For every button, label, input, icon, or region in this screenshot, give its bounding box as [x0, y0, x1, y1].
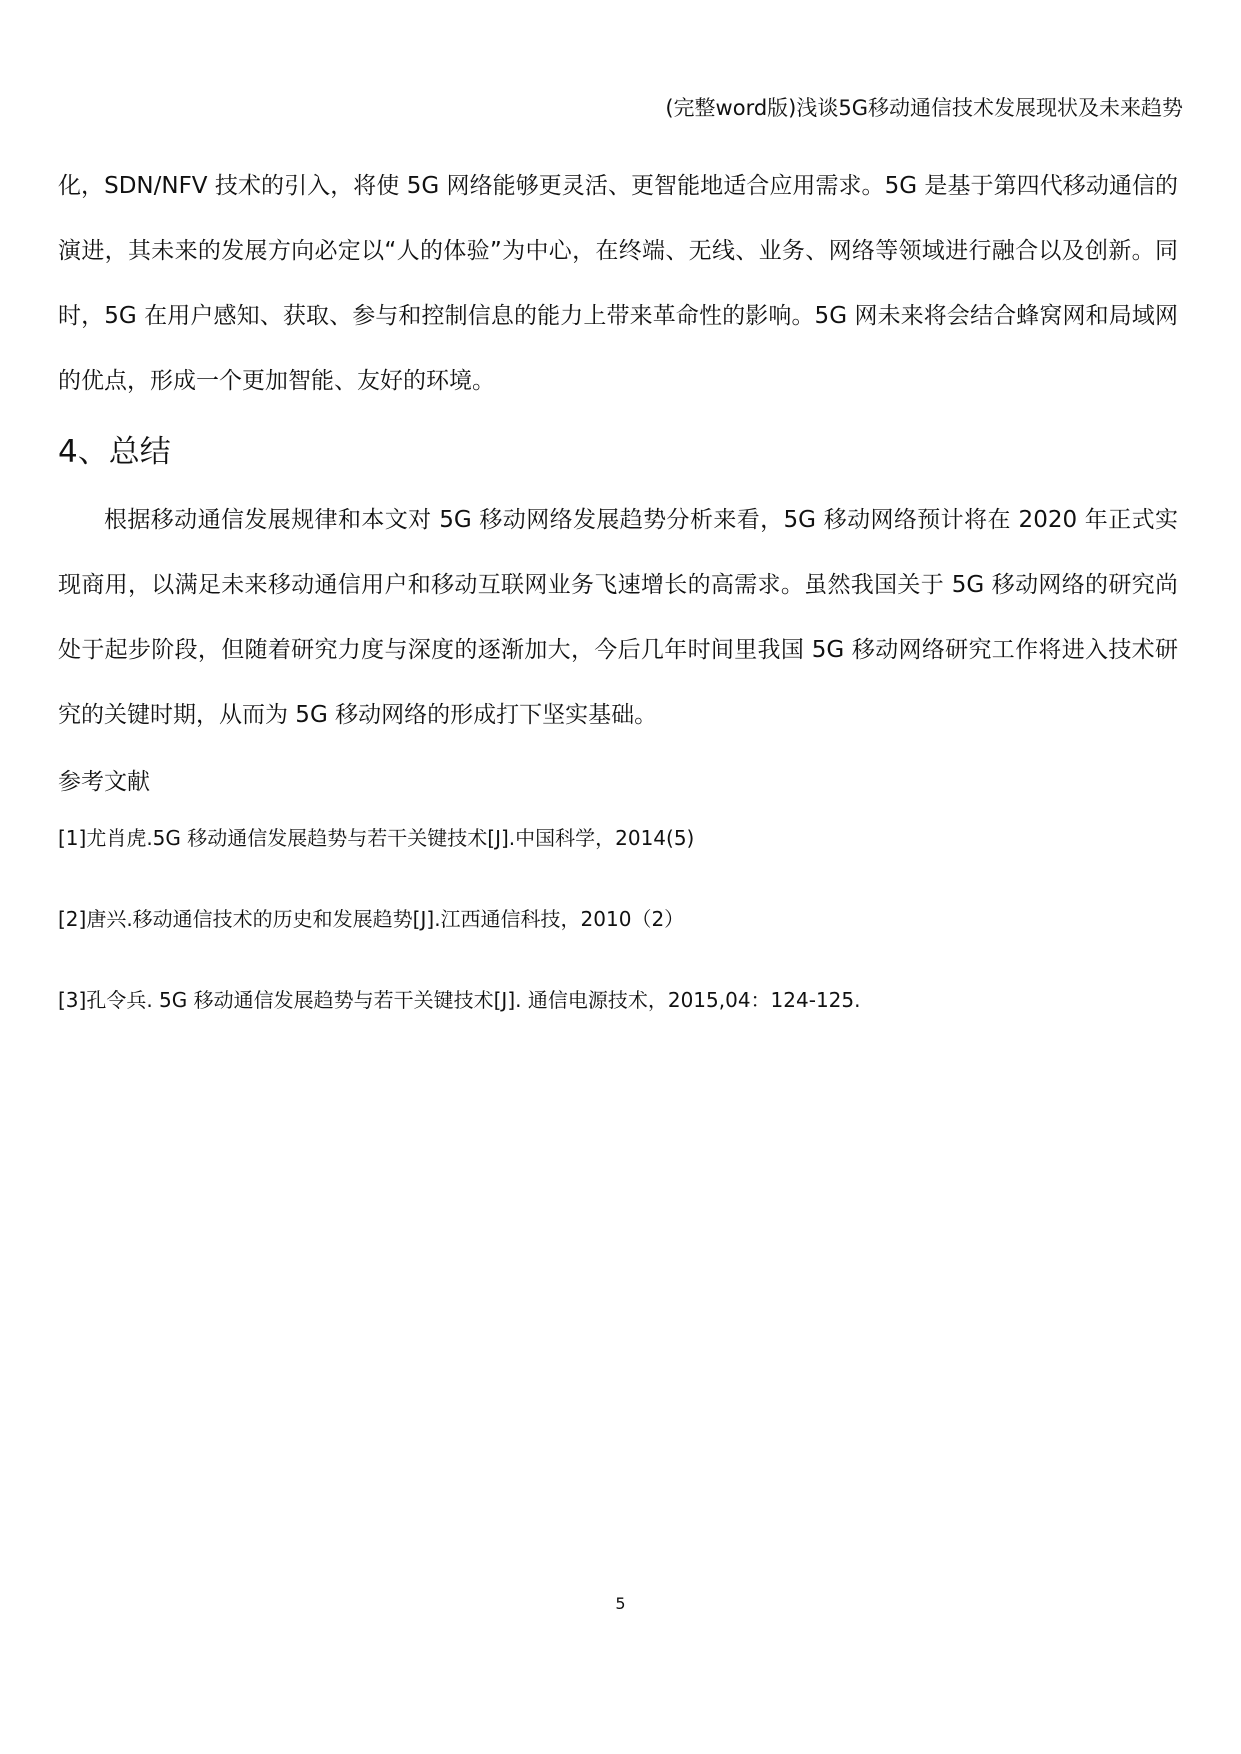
- page-number: 5: [615, 1594, 626, 1613]
- reference-item: [1]尤肖虎.5G 移动通信发展趋势与若干关键技术[J].中国科学，2014(5): [58, 826, 695, 850]
- references-list: [58, 824, 1178, 1014]
- body-paragraph-continuation: 化，SDN/NFV 技术的引入，将使 5G 网络能够更灵活、更智能地适合应用需求。5G 是基于第四代移动通信的演进，其未来的发展方向必定以“人的体验”为中心，在终端、无线、业务、网络等领域进行融合以及创新。同时，5G 在用户感知、获取、参与和控制信息的能力上带来革命性的影响。5G 网未来将会结合蜂窝网和局域网的优点，形成一个更加智能、友好的环境。: [58, 173, 1178, 394]
- references-heading: 参考文献: [58, 769, 150, 795]
- section-heading-summary: 4、总结: [58, 434, 171, 470]
- summary-paragraph: 根据移动通信发展规律和本文对 5G 移动网络发展趋势分析来看，5G 移动网络预计将在 2020 年正式实现商用，以满足未来移动通信用户和移动互联网业务飞速增长的高需求。虽然我国关于 5G 移动网络的研究尚处于起步阶段，但随着研究力度与深度的逐渐加大，今后几年时间里我国 5G 移动网络研究工作将进入技术研究的关键时期，从而为 5G 移动网络的形成打下坚实基础。: [58, 507, 1178, 728]
- reference-item: [2]唐兴.移动通信技术的历史和发展趋势[J].江西通信科技，2010（2）: [58, 907, 685, 931]
- running-header: (完整word版)浅谈5G移动通信技术发展现状及未来趋势: [665, 96, 1183, 120]
- reference-item: [3]孔令兵. 5G 移动通信发展趋势与若干关键技术[J]. 通信电源技术，2015,04：124-125.: [58, 988, 861, 1012]
- page-content: [58, 154, 1178, 1067]
